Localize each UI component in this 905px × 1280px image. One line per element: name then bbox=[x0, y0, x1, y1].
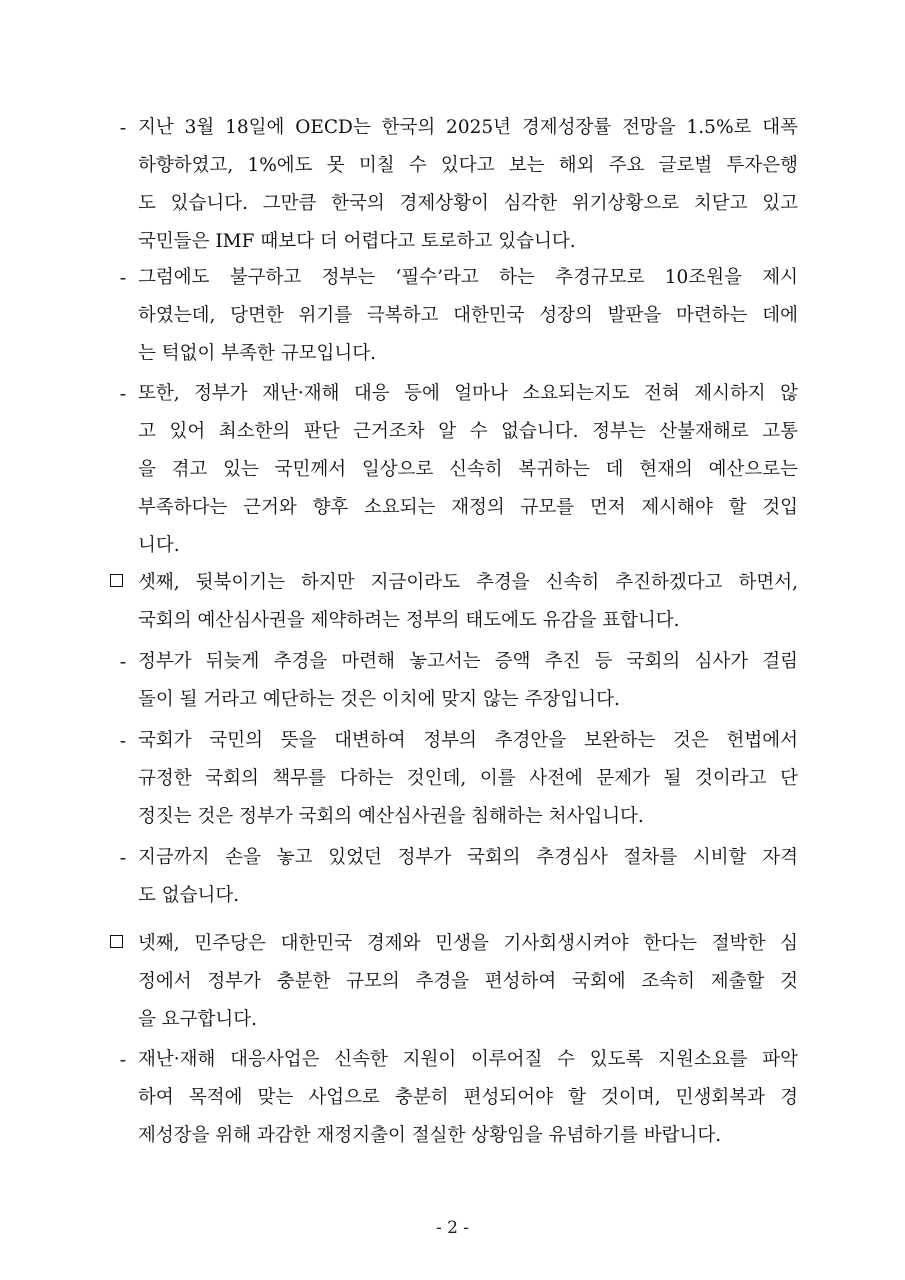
text-line: 하였는데, 당면한 위기를 극복하고 대한민국 성장의 발판을 마련하는 데에 bbox=[138, 305, 798, 326]
text-line: 는 턱없이 부족한 규모입니다. bbox=[138, 343, 376, 364]
text-line: 재난·재해 대응사업은 신속한 지원이 이루어질 수 있도록 지원소요를 파악 bbox=[138, 1049, 798, 1070]
text-line: 을 요구합니다. bbox=[138, 1009, 257, 1030]
text-line: 지난 3월 18일에 OECD는 한국의 2025년 경제성장률 전망을 1.5%로 대폭 bbox=[138, 117, 798, 138]
text-line: 정에서 정부가 충분한 규모의 추경을 편성하여 국회에 조속히 제출할 것 bbox=[138, 971, 798, 992]
text-line: 하향하였고, 1%에도 못 미칠 수 있다고 보는 해외 주요 글로벌 투자은행 bbox=[138, 155, 798, 176]
dash-marker: - bbox=[119, 267, 127, 289]
text-line: 부족하다는 근거와 향후 소요되는 재정의 규모를 먼저 제시해야 할 것입 bbox=[138, 497, 798, 518]
dash-marker: - bbox=[119, 651, 127, 673]
text-line: 국민들은 IMF 때보다 더 어렵다고 토로하고 있습니다. bbox=[138, 231, 576, 252]
dash-marker: - bbox=[119, 117, 127, 139]
text-line: 지금까지 손을 놓고 있었던 정부가 국회의 추경심사 절차를 시비할 자격 bbox=[138, 847, 798, 868]
text-line: 또한, 정부가 재난·재해 대응 등에 얼마나 소요되는지도 전혀 제시하지 않 bbox=[138, 383, 798, 404]
text-line: 국회가 국민의 뜻을 대변하여 정부의 추경안을 보완하는 것은 헌법에서 bbox=[138, 730, 798, 751]
page-number: - 2 - bbox=[435, 1218, 470, 1238]
square-bullet-icon bbox=[110, 574, 123, 587]
text-line: 니다. bbox=[138, 535, 180, 556]
text-line: 정짓는 것은 정부가 국회의 예산심사권을 침해하는 처사입니다. bbox=[138, 806, 644, 827]
text-line: 국회의 예산심사권을 제약하려는 정부의 태도에도 유감을 표합니다. bbox=[138, 610, 680, 631]
dash-marker: - bbox=[119, 1049, 127, 1071]
text-line: 하여 목적에 맞는 사업으로 충분히 편성되어야 할 것이며, 민생회복과 경 bbox=[138, 1087, 798, 1108]
text-line: 넷째, 민주당은 대한민국 경제와 민생을 기사회생시켜야 한다는 절박한 심 bbox=[138, 933, 798, 954]
text-line: 정부가 뒤늦게 추경을 마련해 놓고서는 증액 추진 등 국회의 심사가 걸림 bbox=[138, 651, 798, 672]
text-line: 도 있습니다. 그만큼 한국의 경제상황이 심각한 위기상황으로 치닫고 있고 bbox=[138, 193, 798, 214]
text-line: 그럼에도 불구하고 정부는 ‘필수’라고 하는 추경규모로 10조원을 제시 bbox=[138, 267, 798, 288]
dash-marker: - bbox=[119, 847, 127, 869]
text-line: 셋째, 뒷북이기는 하지만 지금이라도 추경을 신속히 추진하겠다고 하면서, bbox=[138, 572, 798, 593]
text-line: 돌이 될 거라고 예단하는 것은 이치에 맞지 않는 주장입니다. bbox=[138, 689, 620, 710]
text-line: 제성장을 위해 과감한 재정지출이 절실한 상황임을 유념하기를 바랍니다. bbox=[138, 1125, 722, 1146]
text-line: 고 있어 최소한의 판단 근거조차 알 수 없습니다. 정부는 산불재해로 고통 bbox=[138, 421, 798, 442]
dash-marker: - bbox=[119, 730, 127, 752]
text-line: 을 겪고 있는 국민께서 일상으로 신속히 복귀하는 데 현재의 예산으로는 bbox=[138, 459, 798, 480]
square-bullet-icon bbox=[110, 935, 123, 948]
text-line: 규정한 국회의 책무를 다하는 것인데, 이를 사전에 문제가 될 것이라고 단 bbox=[138, 768, 798, 789]
dash-marker: - bbox=[119, 383, 127, 405]
text-line: 도 없습니다. bbox=[138, 885, 240, 906]
